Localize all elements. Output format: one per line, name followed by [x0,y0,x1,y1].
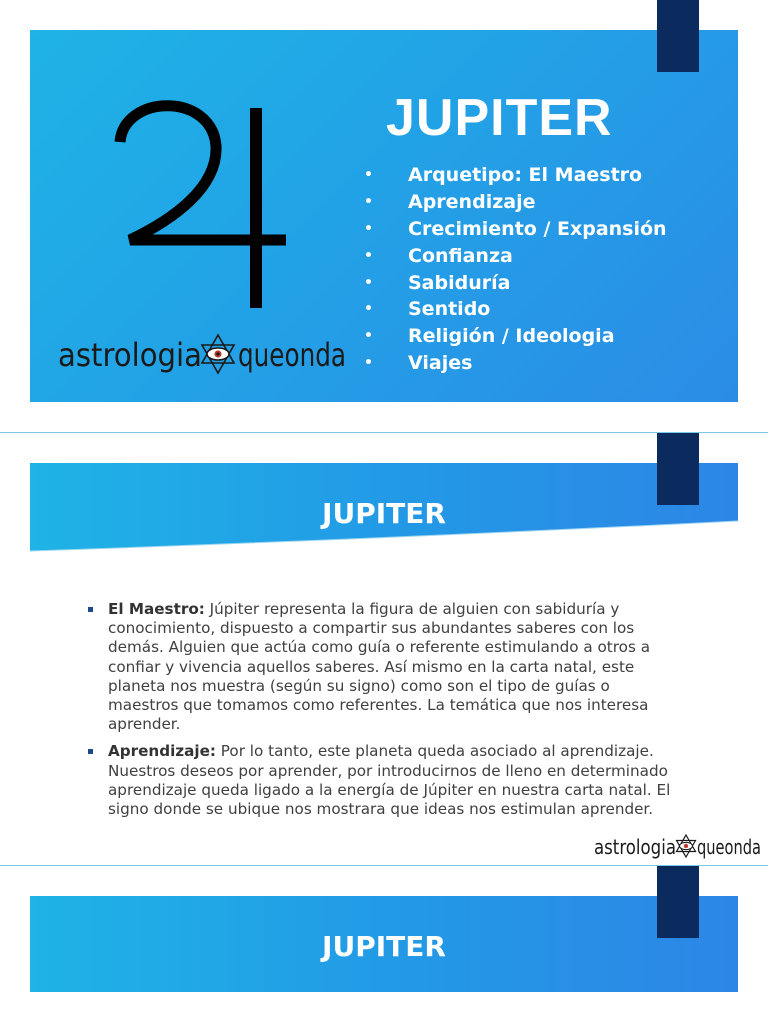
svg-text:queonda: queonda [238,336,346,374]
slide-1-title: JUPITER [386,89,613,147]
astrologia-queonda-logo [58,332,348,378]
list-item: El Maestro: Júpiter representa la figura de alguien con sabiduría y conocimiento, dispuesto a compartir sus abundantes saberes con los demás. Alguien que actúa como guía o referente estimulando a otros a confiar y vivencia aquellos saberes. Así mismo en la carta natal, este planeta nos muestra (según su signo) como son el tipo de guías o maestros que tomamos como referentes. La temática que nos interesa aprender. [86,600,676,734]
square-bullet-icon [88,749,93,754]
navy-accent-tab-front [657,866,699,938]
square-bullet-icon [88,607,93,612]
svg-text:queonda: queonda [697,835,761,859]
list-item: Aprendizaje: Por lo tanto, este planeta queda asociado al aprendizaje. Nuestros deseos por aprender, por introducirnos de lleno en determinado aprendizaje queda ligado a la energía de Júpiter en nuestra carta natal. El signo donde se ubique nos mostrara que ideas nos estimulan aprender. [86,742,676,819]
slide-3-title: JUPITER [322,930,446,963]
list-item: • Aprendizaje [364,191,536,214]
list-item: • Viajes [364,351,473,374]
list-item: • Sentido [364,298,491,321]
list-item: • Religión / Ideologia [364,325,615,348]
slide-2-title: JUPITER [322,497,446,530]
eye-star-icon [202,335,234,373]
navy-accent-tab [657,0,699,72]
list-item: • Confianza [364,244,513,267]
svg-text:astrologia: astrologia [58,336,202,374]
list-item: • Arquetipo: El Maestro [364,164,643,187]
list-item: • Sabiduría [364,271,511,294]
slide-1 [0,0,768,432]
astrologia-queonda-logo-small [594,832,762,862]
slide-3-title-banner [30,896,738,992]
slide-1-bullet-list [362,162,667,376]
jupiter-symbol-icon [100,96,300,316]
list-item: • Crecimiento / Expansión [364,217,667,240]
eye-star-icon [677,835,696,857]
navy-accent-tab-front [657,433,699,505]
svg-text:astrologia: astrologia [594,835,676,859]
slide-2-title-banner [30,463,738,559]
slide-2-body-list [86,600,676,827]
